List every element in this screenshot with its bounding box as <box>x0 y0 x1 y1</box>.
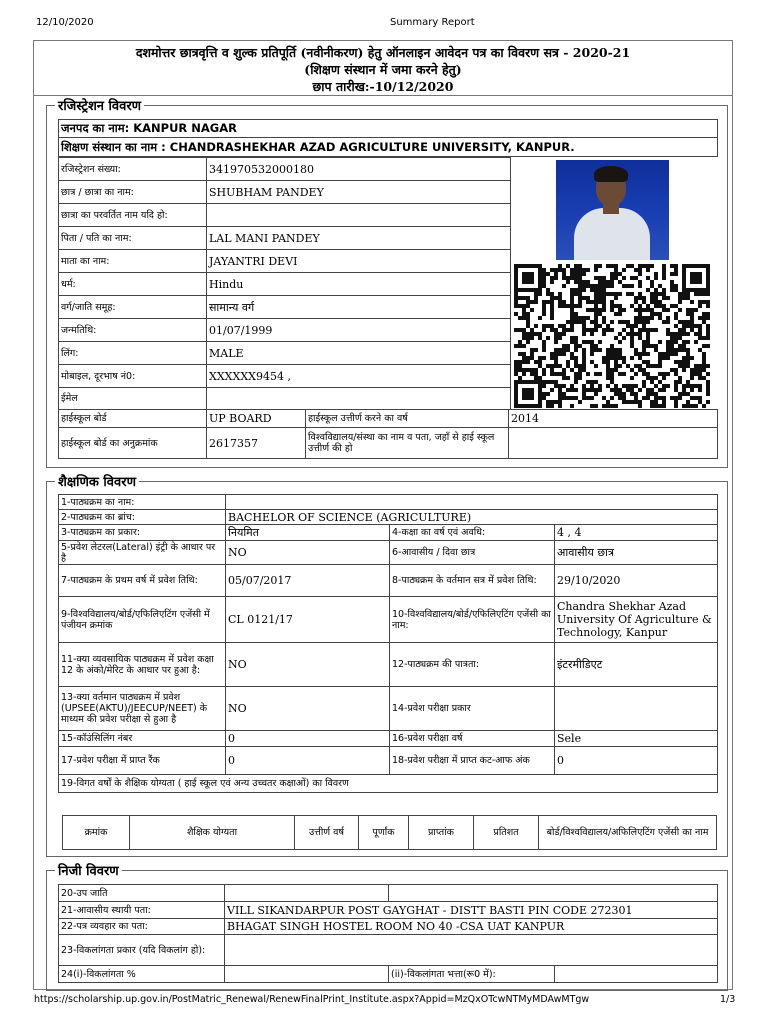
course-name-label: 1-पाठ्यक्रम का नाम: <box>59 495 226 510</box>
disability-percent-label: 24(i)-विकलांगता % <box>59 966 225 983</box>
academic-table <box>58 494 718 793</box>
district-name: जनपद का नाम: KANPUR NAGAR <box>59 120 718 138</box>
cutoff-marks-label: 18-प्रवेश परीक्षा में प्राप्त कट-आफ अंक <box>390 747 555 775</box>
title-line-2: (शिक्षण संस्थान में जमा करने हेतु) <box>304 62 462 77</box>
hs-institute-value <box>509 428 718 459</box>
student-photo <box>556 160 669 260</box>
merit-admission-value: NO <box>226 643 390 687</box>
entrance-rank-label: 17-प्रवेश परीक्षा में प्राप्त रैंक <box>59 747 226 775</box>
highschool-table <box>58 409 718 459</box>
title-line-1: दशमोत्तर छात्रवृत्ति व शुल्क प्रतिपूर्ति (नवीनीकरण) हेतु ऑनलाइन आवेदन पत्र का विवरण सत्र - 2020-21 <box>135 45 631 60</box>
registration-table <box>58 119 718 157</box>
field-label: छात्रा का परवर्तित नाम यदि हो: <box>59 204 207 227</box>
qual-header: क्रमांक <box>63 816 130 850</box>
field-label: लिंग: <box>59 342 207 365</box>
mother-name: JAYANTRI DEVI <box>207 250 511 273</box>
sub-caste-label: 20-उप जाति <box>59 885 225 902</box>
disability-allowance-value <box>555 966 718 983</box>
entrance-exam-type-value <box>555 687 718 731</box>
print-date: 12/10/2020 <box>36 17 94 28</box>
course-name-value <box>226 495 718 510</box>
previous-qualification-label: 19-विगत वर्षों के शैक्षिक योग्यता ( हाई स्कूल एवं अन्य उच्चतर कक्षाओं) का विवरण <box>59 775 718 793</box>
field-label: धर्म: <box>59 273 207 296</box>
title-line-3: छाप तारीख:-10/12/2020 <box>312 79 454 94</box>
hs-roll-value: 2617357 <box>207 428 306 459</box>
field-label: ईमेल <box>59 388 207 410</box>
field-label: माता का नाम: <box>59 250 207 273</box>
caste-group: सामान्य वर्ग <box>207 296 511 319</box>
residential-value: आवासीय छात्र <box>555 541 718 565</box>
email <box>207 388 511 410</box>
disability-type-value <box>225 935 718 966</box>
page-number: 1/3 <box>720 994 736 1005</box>
academic-legend: शैक्षणिक विवरण <box>58 475 136 490</box>
qual-header: प्राप्तांक <box>409 816 474 850</box>
hs-board-label: हाईस्कूल बोर्ड <box>59 410 207 428</box>
course-type-label: 3-पाठ्यक्रम का प्रकार: <box>59 525 226 541</box>
current-session-admission-value: 29/10/2020 <box>555 565 718 597</box>
date-of-birth: 01/07/1999 <box>207 319 511 342</box>
course-type-value: नियमित <box>226 525 390 541</box>
field-label: मोबाइल, दूरभाष नं0: <box>59 365 207 388</box>
disability-type-label: 23-विकलांगता प्रकार (यदि विकलांग हो): <box>59 935 225 966</box>
disability-percent-value <box>225 966 389 983</box>
hs-board-value: UP BOARD <box>207 410 306 428</box>
field-label: रजिस्ट्रेशन संख्या: <box>59 158 207 181</box>
hs-year-label: हाईस्कूल उत्तीर्ण करने का वर्ष <box>306 410 509 428</box>
personal-table <box>58 884 718 983</box>
hs-roll-label: हाईस्कूल बोर्ड का अनुक्रमांक <box>59 428 207 459</box>
qual-header: प्रतिशत <box>474 816 539 850</box>
permanent-address-value: VILL SIKANDARPUR POST GAYGHAT - DISTT BASTI PIN CODE 272301 <box>225 902 718 919</box>
qual-header: पूर्णांक <box>359 816 409 850</box>
university-name-label: 10-विश्वविद्यालय/बोर्ड/एफिलिएटिंग एजेंसी का नाम: <box>390 597 555 643</box>
student-name: SHUBHAM PANDEY <box>207 181 511 204</box>
mobile-number: XXXXXX9454 , <box>207 365 511 388</box>
residential-label: 6-आवासीय / दिवा छात्र <box>390 541 555 565</box>
father-name: LAL MANI PANDEY <box>207 227 511 250</box>
entrance-exam-admission-value: NO <box>226 687 390 731</box>
class-year-value: 4 , 4 <box>555 525 718 541</box>
print-title: Summary Report <box>390 17 475 28</box>
counselling-number-label: 15-कॉउंसिलिंग नंबर <box>59 731 226 747</box>
hs-year-value: 2014 <box>509 410 718 428</box>
entrance-rank-value: 0 <box>226 747 390 775</box>
first-year-admission-value: 05/07/2017 <box>226 565 390 597</box>
field-label: वर्ग/जाति समूह: <box>59 296 207 319</box>
course-eligibility-label: 12-पाठ्यक्रम की पात्रता: <box>390 643 555 687</box>
field-label: छात्र / छात्रा का नाम: <box>59 181 207 204</box>
religion: Hindu <box>207 273 511 296</box>
entrance-exam-year-value: Sele <box>555 731 718 747</box>
qual-header: उत्तीर्ण वर्ष <box>295 816 359 850</box>
university-name-value: Chandra Shekhar Azad University Of Agriculture & Technology, Kanpur <box>555 597 718 643</box>
correspondence-address-value: BHAGAT SINGH HOSTEL ROOM NO 40 -CSA UAT KANPUR <box>225 919 718 935</box>
permanent-address-label: 21-आवासीय स्थायी पता: <box>59 902 225 919</box>
institution-name: शिक्षण संस्थान का नाम : CHANDRASHEKHAR AZAD AGRICULTURE UNIVERSITY, KANPUR. <box>59 138 718 157</box>
personal-legend: निजी विवरण <box>58 864 119 879</box>
cutoff-marks-value: 0 <box>555 747 718 775</box>
document-title <box>34 41 732 96</box>
entrance-exam-type-label: 14-प्रवेश परीक्षा प्रकार <box>390 687 555 731</box>
registration-legend: रजिस्ट्रेशन विवरण <box>58 99 142 114</box>
entrance-exam-year-label: 16-प्रवेश परीक्षा वर्ष <box>390 731 555 747</box>
university-registration-value: CL 0121/17 <box>226 597 390 643</box>
qual-header: शैक्षिक योग्यता <box>130 816 295 850</box>
merit-admission-label: 11-क्या व्यवसायिक पाठ्यक्रम में प्रवेश कक्षा 12 के अंको/मेरिट के आधार पर हुआ है: <box>59 643 226 687</box>
sub-caste-value <box>225 885 389 902</box>
entrance-exam-admission-label: 13-क्या वर्तमान पाठ्यक्रम में प्रवेश (UPSEE(AKTU)/JEECUP/NEET) के माध्यम की प्रवेश परीक्षा से हुआ है <box>59 687 226 731</box>
disability-allowance-label: (ii)-विकलांगता भत्ता(रू0 में): <box>389 966 555 983</box>
field-label: पिता / पति का नाम: <box>59 227 207 250</box>
course-branch-label: 2-पाठ्यक्रम का ब्रांच: <box>59 510 226 525</box>
qr-code <box>514 264 710 408</box>
lateral-entry-label: 5-प्रवेश लेटरल(Lateral) इंट्री के आधार पर है <box>59 541 226 565</box>
university-registration-label: 9-विश्वविद्यालय/बोर्ड/एफिलिएटिंग एजेंसी में पंजीयन क्रमांक <box>59 597 226 643</box>
current-session-admission-label: 8-पाठ्यक्रम के वर्तमान सत्र में प्रवेश तिथि: <box>390 565 555 597</box>
class-year-label: 4-कक्षा का वर्ष एवं अवधि: <box>390 525 555 541</box>
correspondence-address-label: 22-पत्र व्यवहार का पता: <box>59 919 225 935</box>
registration-number: 341970532000180 <box>207 158 511 181</box>
changed-name <box>207 204 511 227</box>
course-eligibility-value: इंटरमीडिएट <box>555 643 718 687</box>
lateral-entry-value: NO <box>226 541 390 565</box>
student-details-table <box>58 157 511 410</box>
gender: MALE <box>207 342 511 365</box>
field-label: जन्मतिथि: <box>59 319 207 342</box>
course-branch-value: BACHELOR OF SCIENCE (AGRICULTURE) <box>226 510 718 525</box>
first-year-admission-label: 7-पाठ्यक्रम के प्रथम वर्ष में प्रवेश तिथि: <box>59 565 226 597</box>
footer-url[interactable]: https://scholarship.up.gov.in/PostMatric_Renewal/RenewFinalPrint_Institute.aspx?Appid=MzQxOTcwNTMyMDAwMTgw <box>34 994 590 1005</box>
qual-header: बोर्ड/विश्वविद्यालय/अफिलिएटिंग एजेंसी का नाम <box>539 816 717 850</box>
counselling-number-value: 0 <box>226 731 390 747</box>
qualification-table <box>62 815 717 850</box>
hs-institute-label: विश्वविद्यालय/संस्था का नाम व पता, जहाँ से हाई स्कूल उत्तीर्ण की हो <box>306 428 509 459</box>
